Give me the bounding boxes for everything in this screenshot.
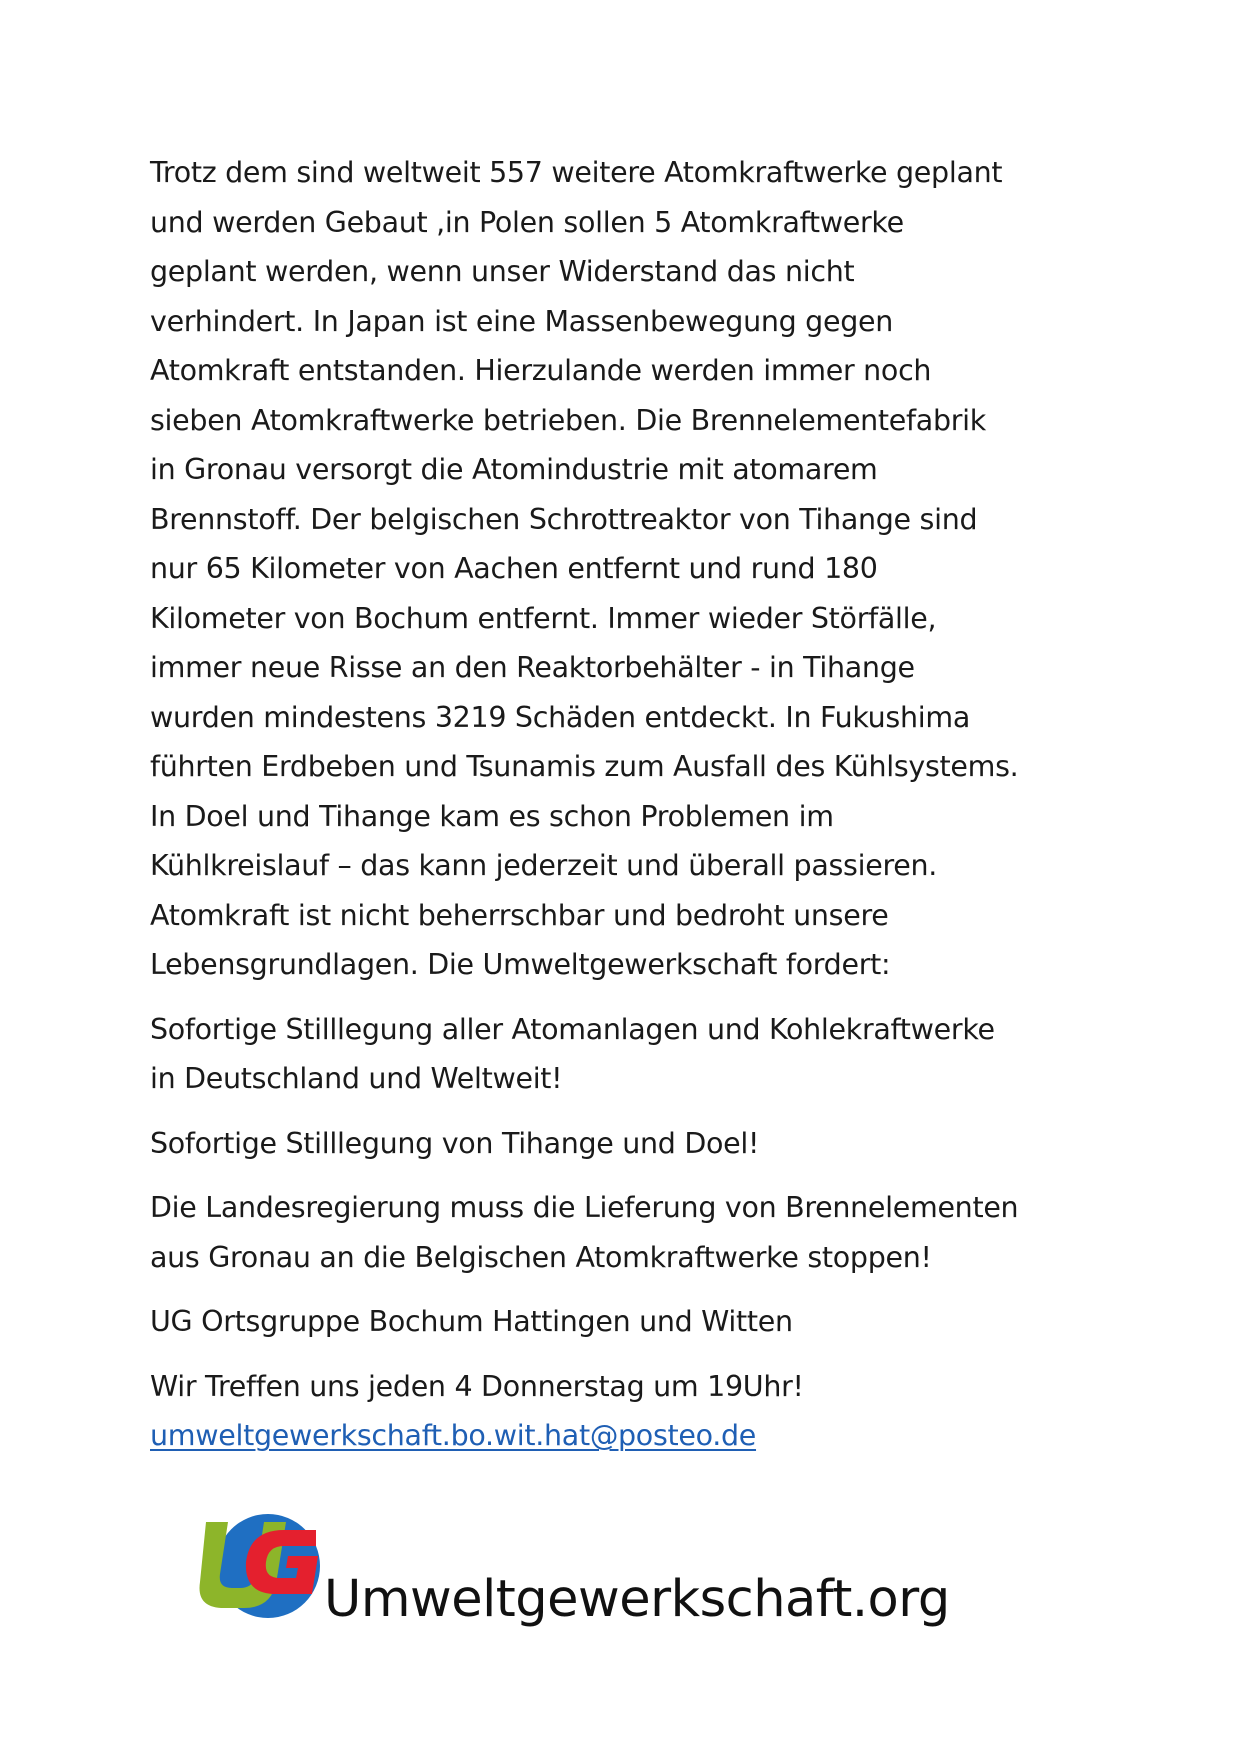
text-line: in Deutschland und Weltweit! xyxy=(150,1062,563,1095)
text-line: Die Landesregierung muss die Lieferung von Brennelementen xyxy=(150,1191,1019,1224)
text-line: Sofortige Stilllegung von Tihange und Doel! xyxy=(150,1126,760,1160)
paragraph-spacer xyxy=(150,1168,1110,1183)
text-line: Kilometer von Bochum entfernt. Immer wieder Störfälle, xyxy=(150,601,937,635)
ug-logo xyxy=(184,1500,324,1620)
text-line: In Doel und Tihange kam es schon Problemen im xyxy=(150,799,834,833)
text-line: verhindert. In Japan ist eine Massenbewegung gegen xyxy=(150,304,893,338)
email-line xyxy=(150,1411,1110,1461)
meeting-info: Wir Treffen uns jeden 4 Donnerstag um 19Uhr! xyxy=(150,1369,804,1403)
document-body xyxy=(150,148,1110,1461)
text-line: sieben Atomkraftwerke betrieben. Die Brennelementefabrik xyxy=(150,403,986,437)
text-line: Trotz dem sind weltweit 557 weitere Atomkraftwerke geplant xyxy=(150,156,1003,189)
paragraph-spacer xyxy=(150,1347,1110,1362)
paragraph-spacer xyxy=(150,1282,1110,1297)
text-line: Lebensgrundlagen. Die Umweltgewerkschaft fordert: xyxy=(150,948,891,981)
text-line: geplant werden, wenn unser Widerstand das nicht xyxy=(150,255,855,288)
group-name: UG Ortsgruppe Bochum Hattingen und Witten xyxy=(150,1305,793,1338)
text-line: Brennstoff. Der belgischen Schrottreaktor von Tihange sind xyxy=(150,502,978,536)
text-line: Sofortige Stilllegung aller Atomanlagen und Kohlekraftwerke xyxy=(150,1012,995,1046)
text-line: und werden Gebaut ,in Polen sollen 5 Atomkraftwerke xyxy=(150,205,904,239)
site-name: Umweltgewerkschaft.org xyxy=(324,1570,950,1629)
text-line: wurden mindestens 3219 Schäden entdeckt. In Fukushima xyxy=(150,700,970,734)
demand-tihange-doel xyxy=(150,1119,1110,1169)
text-line: Atomkraft entstanden. Hierzulande werden immer noch xyxy=(150,354,932,387)
paragraph-spacer xyxy=(150,1104,1110,1119)
text-line: führten Erdbeben und Tsunamis zum Ausfall des Kühlsystems. xyxy=(150,750,1019,783)
demand-stop-all xyxy=(150,1005,1110,1104)
text-line: aus Gronau an die Belgischen Atomkraftwerke stoppen! xyxy=(150,1240,932,1274)
text-line: Atomkraft ist nicht beherrschbar und bedroht unsere xyxy=(150,898,889,932)
intro-paragraph xyxy=(150,148,1110,990)
footer xyxy=(184,1500,950,1640)
email-link[interactable]: umweltgewerkschaft.bo.wit.hat@posteo.de xyxy=(150,1419,757,1452)
text-line: in Gronau versorgt die Atomindustrie mit atomarem xyxy=(150,453,878,486)
text-line: Kühlkreislauf – das kann jederzeit und überall passieren. xyxy=(150,849,938,882)
text-line: immer neue Risse an den Reaktorbehälter - in Tihange xyxy=(150,651,915,684)
text-line: nur 65 Kilometer von Aachen entfernt und rund 180 xyxy=(150,552,878,585)
paragraph-spacer xyxy=(150,990,1110,1005)
demand-fuel-delivery xyxy=(150,1183,1110,1282)
